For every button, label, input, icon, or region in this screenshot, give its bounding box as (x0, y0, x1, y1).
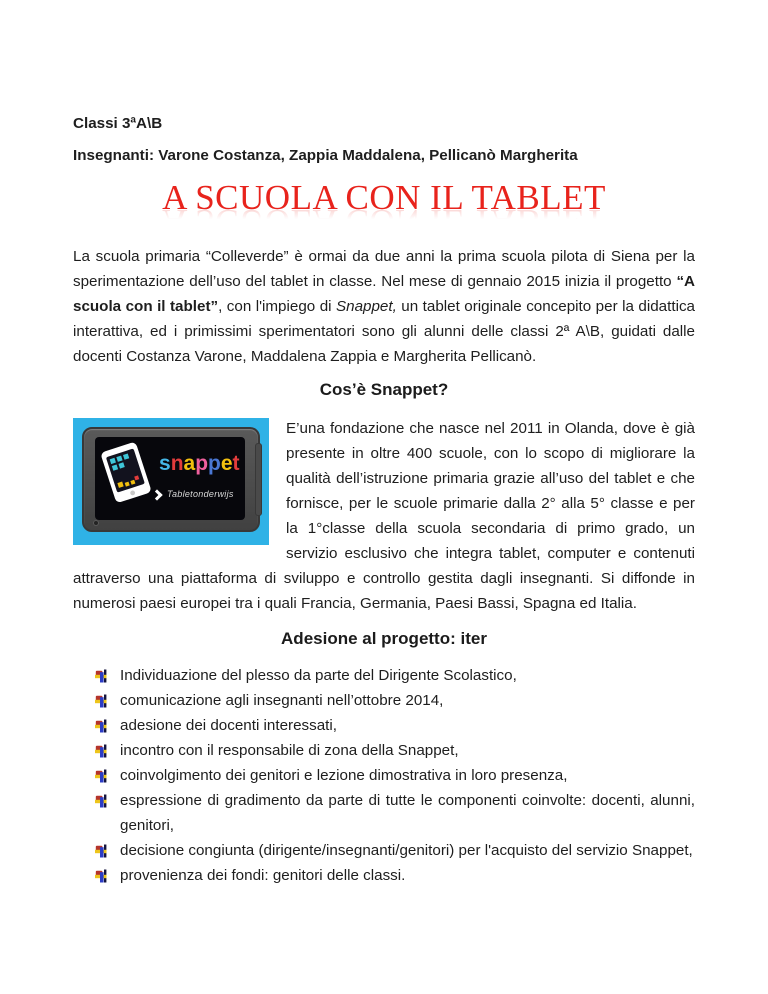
snappet-logo-wordmark (159, 453, 240, 475)
list-item (95, 688, 695, 713)
intro-paragraph (73, 244, 695, 369)
word-bullet-icon (95, 794, 109, 808)
list-item-text: adesione dei docenti interessati, (120, 717, 337, 734)
teachers-line: Insegnanti: Varone Costanza, Zappia Maddalena, Pellicanò Margherita (73, 147, 578, 164)
list-item-text: Individuazione del plesso da parte del Dirigente Scolastico, (120, 667, 517, 684)
logo-letter: p (208, 452, 221, 475)
text-segment: Snappet, (336, 298, 397, 315)
list-item-text: espressione di gradimento da parte di tutte le componenti coinvolte: docenti, alunni, genitori, (120, 792, 695, 834)
text-segment: La scuola primaria “Colleverde” è ormai da due anni la prima scuola pilota di Siena per la sperimentazione dell’uso del tablet in classe. Nel mese di gennaio 2015 inizia il progetto (73, 248, 695, 290)
document-title: A SCUOLA CON IL TABLET (162, 178, 606, 217)
tablet-device (82, 427, 260, 532)
logo-letter: e (220, 452, 233, 475)
list-item (95, 788, 695, 838)
section-heading-adesione: Adesione al progetto: iter (281, 629, 487, 648)
list-item (95, 738, 695, 763)
list-item-text: coinvolgimento dei genitori e lezione dimostrativa in loro presenza, (120, 767, 568, 784)
class-line: Classi 3ªA\B (73, 115, 163, 132)
adesione-list (73, 663, 695, 888)
logo-letter: n (170, 452, 184, 475)
text-segment: , con l'impiego di (218, 298, 336, 315)
logo-letter: p (195, 452, 209, 475)
tablet-icon (97, 441, 155, 507)
logo-letter: t (232, 452, 240, 475)
snappet-logo-image (73, 418, 269, 545)
snappet-tagline-row (153, 482, 234, 507)
list-item-text: incontro con il responsabile di zona della Snappet, (120, 742, 459, 759)
list-item-text: provenienza dei fondi: genitori delle classi. (120, 867, 406, 884)
section-heading-snappet: Cos’è Snappet? (319, 380, 449, 399)
list-item (95, 663, 695, 688)
word-bullet-icon (95, 769, 109, 783)
logo-letter: a (183, 452, 196, 475)
word-bullet-icon (95, 869, 109, 883)
chevron-right-icon (151, 489, 162, 500)
tablet-screen (95, 437, 245, 520)
camera-dot-icon (93, 520, 99, 526)
list-item-text: decisione congiunta (dirigente/insegnanti/genitori) per l'acquisto del servizio Snappet, (120, 842, 693, 859)
list-item-text: comunicazione agli insegnanti nell’ottobre 2014, (120, 692, 444, 709)
text-segment: “A scuola con il tablet” (73, 273, 695, 315)
logo-letter: s (159, 452, 171, 475)
word-bullet-icon (95, 694, 109, 708)
list-item (95, 713, 695, 738)
text-segment: E’una fondazione che nasce nel 2011 in Olanda, dove è già presente in oltre 400 scuole, con lo scopo di migliorare la qualità dell’istruzione primaria grazie all’uso del tablet e che fornisce, per le scuole primarie dalla 2° alla 5° classe e per la 1°classe della scuola secondaria di primo grado, un servizio esclusivo che integra tablet, computer e contenuti attraverso una piattaforma di sviluppo e controllo gestita dagli insegnanti. Si diffonde in numerosi paesi europei tra i quali Francia, Germania, Paesi Bassi, Spagna ed Italia. (73, 420, 695, 612)
list-item (95, 763, 695, 788)
word-bullet-icon (95, 844, 109, 858)
word-bullet-icon (95, 744, 109, 758)
list-item (95, 863, 695, 888)
tablet-cover-flap (255, 443, 262, 516)
snappet-tagline: Tabletonderwijs (167, 489, 234, 499)
text-segment: un tablet originale concepito per la didattica interattiva, ed i primissimi sperimentatori sono gli alunni delle classi 2ª A\B, guidati dalle docenti Costanza Varone, Maddalena Zappia e Margherita Pellicanò. (73, 298, 695, 365)
word-bullet-icon (95, 719, 109, 733)
word-bullet-icon (95, 669, 109, 683)
list-item (95, 838, 695, 863)
snappet-paragraph (73, 416, 695, 616)
